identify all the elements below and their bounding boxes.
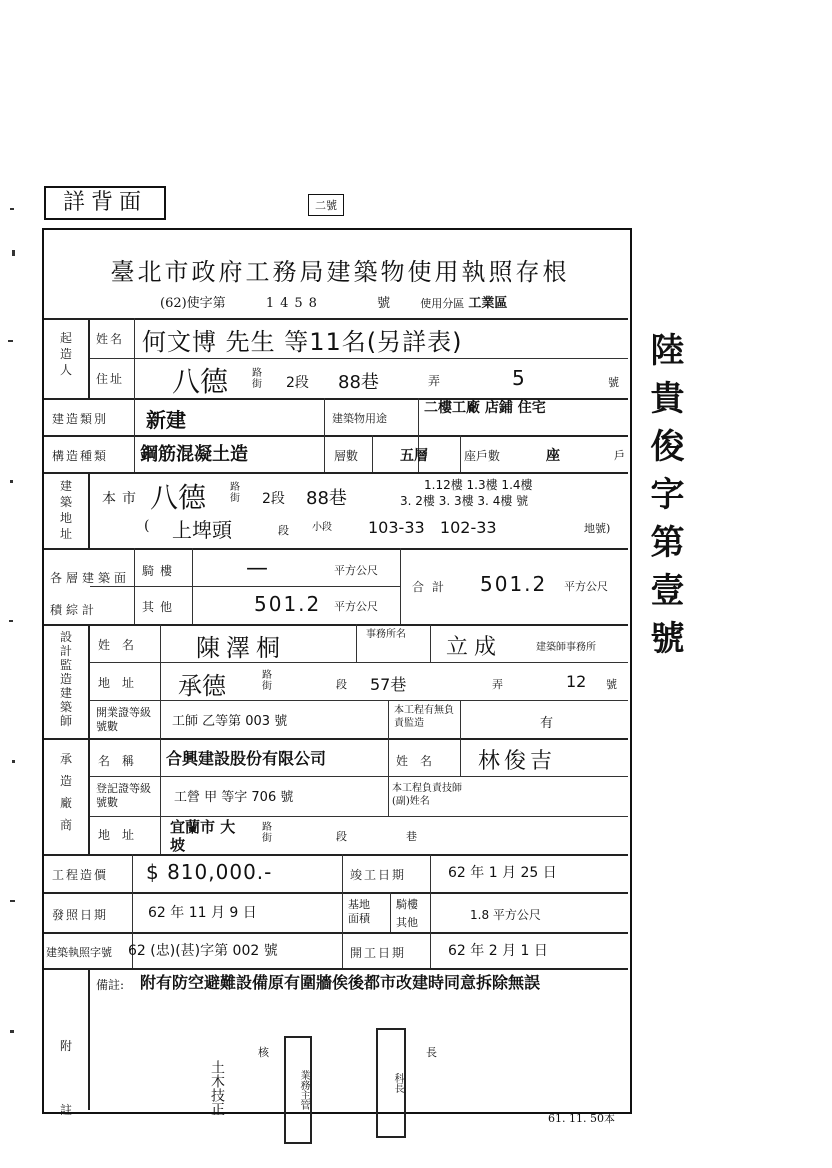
base-r2: 其他 <box>396 916 418 929</box>
tab-label-box <box>44 186 166 220</box>
license-suffix: 號 <box>377 296 391 311</box>
owner-name-value: 何文博 先生 等11名(另詳表) <box>142 328 463 356</box>
floors-value: 五層 <box>400 448 428 464</box>
license-prefix: (62)使字第 <box>160 296 226 311</box>
owner-addr-value: 八德 <box>172 365 229 398</box>
units-value: 座 <box>546 448 560 464</box>
area-unit-2: 平方公尺 <box>334 600 378 613</box>
site-section-label: 建築地址 <box>59 479 72 541</box>
tab-label: 詳背面 <box>62 190 147 215</box>
area-row2-value: 501.2 <box>254 592 322 616</box>
owner-addr-road: 路街 <box>252 368 262 390</box>
architect-supervise-value: 有 <box>540 716 554 731</box>
contractor-addr-sec: 段 <box>336 830 347 843</box>
cost-value: $ 810,000.- <box>146 860 273 884</box>
base-label: 基地面積 <box>348 898 370 925</box>
zone-label: 使用分區 <box>420 297 465 310</box>
contractor-addr-lane: 巷 <box>406 830 417 843</box>
form-title: 臺北市政府工務局建築物使用執照存根 <box>110 258 570 286</box>
units-label: 座戶數 <box>464 449 501 463</box>
area-row1-label: 騎樓 <box>142 564 179 578</box>
use-value: 二樓工廠 店鋪 住宅 <box>424 400 546 416</box>
architect-name-label: 姓名 <box>98 638 147 652</box>
issue-label: 發照日期 <box>52 908 109 922</box>
issue-value: 62 年 11 月 9 日 <box>148 905 257 921</box>
remarks-note-value: 附有防空避難設備原有圍牆俟後都市改建時同意拆除無誤 <box>140 973 541 992</box>
license-number-row <box>160 292 600 311</box>
architect-addr-alley: 弄 <box>492 678 503 691</box>
base-value: 1.8 平方公尺 <box>470 908 541 922</box>
cost-label: 工程造價 <box>52 868 109 882</box>
site-land-suffix: 地號) <box>584 522 611 535</box>
complete-value: 62 年 1 月 25 日 <box>448 865 557 881</box>
contractor-name-value: 合興建設股份有限公司 <box>166 749 327 768</box>
site-land-prefix: ( <box>144 518 150 534</box>
site-land-sec: 段 <box>278 524 289 537</box>
complete-label: 竣工日期 <box>350 868 407 882</box>
architect-name-value: 陳澤桐 <box>196 634 286 662</box>
start-value: 62 年 2 月 1 日 <box>448 943 548 959</box>
architect-office-suffix: 建築師事務所 <box>536 642 596 653</box>
license-number: 1458 <box>265 296 323 311</box>
area-total-unit: 平方公尺 <box>564 580 608 593</box>
area-row2-label: 其他 <box>142 600 179 614</box>
architect-office-value: 立成 <box>446 635 503 660</box>
contractor-engineer-label: 本工程負責技師(副)姓名 <box>392 783 462 807</box>
remarks-section-label: 附註 <box>60 1039 73 1117</box>
area-section-label: 各層建築面積綜計 <box>50 571 131 617</box>
architect-addr-suffix: 號 <box>606 678 617 691</box>
contractor-section-label: 承造廠商 <box>59 752 72 832</box>
area-total-label: 合計 <box>412 580 453 594</box>
owner-addr-suffix: 號 <box>608 376 619 389</box>
area-row1-value: — <box>246 556 268 581</box>
architect-addr-sec: 段 <box>336 678 347 691</box>
owner-addr-sec: 2段 <box>286 375 309 391</box>
use-label: 建築物用途 <box>332 412 387 425</box>
architect-addr-road: 路街 <box>262 670 272 692</box>
zone-value: 工業區 <box>468 296 508 311</box>
architect-supervise-label: 本工程有無負責監造 <box>394 705 454 729</box>
owner-name-label: 姓名 <box>96 332 125 346</box>
contractor-person-value: 林俊吉 <box>478 749 557 774</box>
site-road-sfx: 路街 <box>230 482 240 504</box>
contractor-addr-road: 路街 <box>262 822 272 844</box>
site-land-area: 上埤頭 <box>172 518 232 542</box>
owner-addr-lane: 88巷 <box>338 372 379 393</box>
contractor-name-label: 名稱 <box>98 754 147 768</box>
owner-addr-no-label: 弄 <box>428 374 441 388</box>
structure-value: 鋼筋混凝土造 <box>140 444 248 465</box>
site-nums: 1.12樓 1.3樓 1.4樓 <box>424 478 533 492</box>
architect-addr-no: 12 <box>566 672 587 691</box>
contractor-addr-label: 地址 <box>98 828 147 842</box>
start-label: 開工日期 <box>350 946 407 960</box>
owner-section-label: 起造人 <box>59 331 72 377</box>
permit-value: 62 (忠)(甚)字第 002 號 <box>128 943 278 959</box>
side-stamp: 陸貴俊字第壹號 <box>644 332 684 668</box>
remarks-note-label: 備註: <box>96 978 125 992</box>
site-lane: 88巷 <box>306 488 347 509</box>
units-suffix: 戶 <box>614 449 625 462</box>
site-city: 本市 <box>102 491 142 507</box>
corner-note: 二號 <box>308 194 344 216</box>
permit-label: 建築執照字號 <box>46 946 112 959</box>
architect-cert-label: 開業證等級號數 <box>96 706 151 733</box>
site-land-no: 103-33 102-33 <box>368 518 497 537</box>
stamp-business-head: 業務主管 <box>284 1036 312 1144</box>
stamp-label-approve: 核 <box>258 1046 269 1059</box>
stamp-label-head: 長 <box>426 1046 437 1059</box>
contractor-cert-value: 工營 甲 等字 706 號 <box>174 790 294 805</box>
architect-addr-label: 地址 <box>98 676 147 690</box>
stamp-civil-engineer: 土木技正 <box>209 1060 225 1116</box>
architect-cert-value: 工師 乙等第 003 號 <box>172 714 288 729</box>
stamp-section-chief: 科長 <box>376 1028 406 1138</box>
architect-addr-lane: 57巷 <box>370 675 407 694</box>
contractor-addr-value: 宜蘭市 大坡 <box>170 818 236 854</box>
owner-addr-label: 住址 <box>96 372 125 386</box>
footer-print-info: 61. 11. 50本 <box>548 1112 615 1125</box>
base-r1: 騎樓 <box>396 898 418 911</box>
owner-addr-no: 5 <box>512 366 525 390</box>
architect-addr-value: 承德 <box>178 672 226 700</box>
site-road: 八德 <box>150 481 207 514</box>
site-sec: 2段 <box>262 491 285 507</box>
architect-office-label: 事務所名 <box>366 629 406 640</box>
area-total-value: 501.2 <box>480 572 548 596</box>
contractor-person-label: 姓名 <box>396 754 445 768</box>
site-nums2: 3. 2樓 3. 3樓 3. 4樓 號 <box>400 494 529 508</box>
site-land-sub: 小段 <box>312 522 332 533</box>
architect-section-label: 設計監造建築師 <box>59 630 72 728</box>
contractor-cert-label: 登記證等級號數 <box>96 782 151 809</box>
area-unit-1: 平方公尺 <box>334 564 378 577</box>
category-value: 新建 <box>146 408 186 432</box>
floors-label: 層數 <box>334 449 359 463</box>
category-label: 建造類別 <box>52 412 109 426</box>
structure-label: 構造種類 <box>52 449 109 463</box>
